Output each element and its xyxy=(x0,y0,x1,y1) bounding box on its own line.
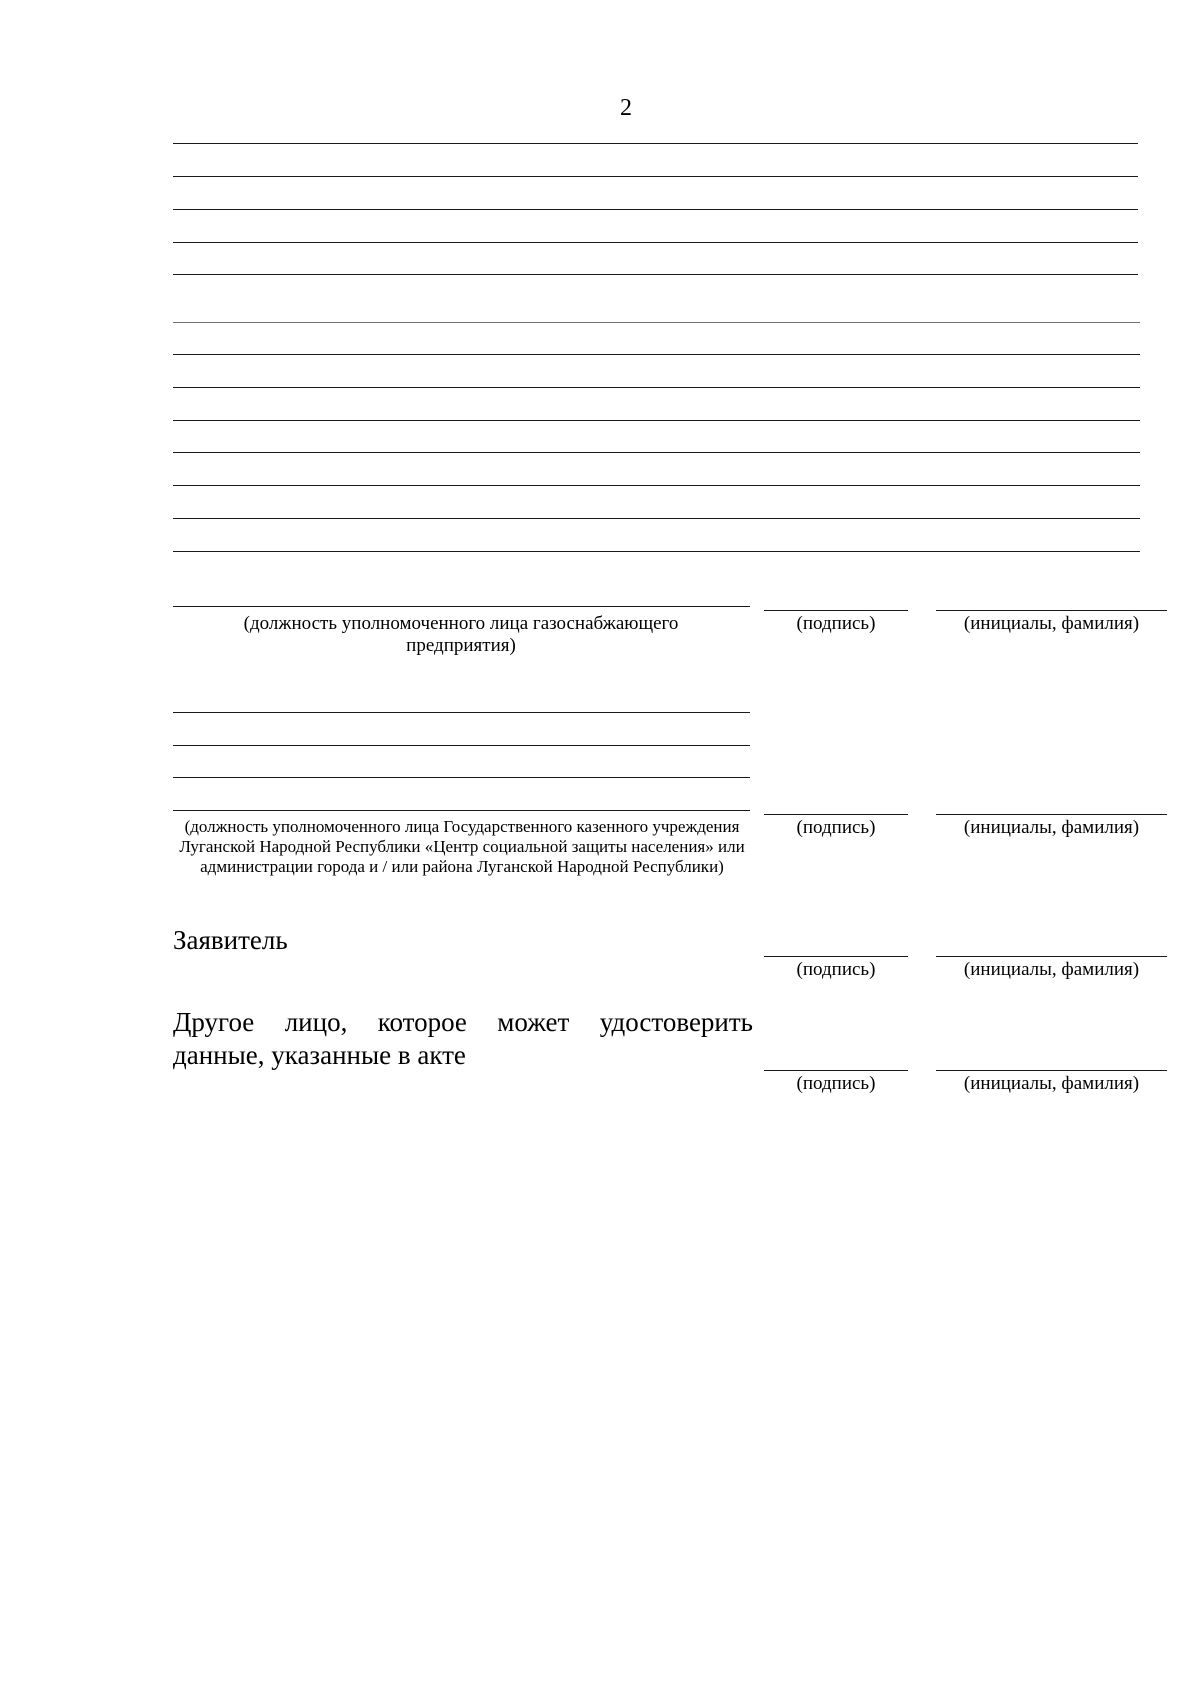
name-line[interactable] xyxy=(936,956,1167,957)
page-number: 2 xyxy=(620,95,632,121)
signature-line[interactable] xyxy=(764,956,908,957)
blank-line[interactable] xyxy=(173,420,1140,421)
name-line[interactable] xyxy=(936,1070,1167,1071)
applicant-label: Заявитель xyxy=(173,925,288,955)
name-line[interactable] xyxy=(936,814,1167,815)
other-person-label: Другое лицо, которое может удостоверить данные, указанные в акте xyxy=(173,1007,753,1070)
blank-line[interactable] xyxy=(173,551,1140,552)
blank-line[interactable] xyxy=(173,242,1138,243)
blank-line[interactable] xyxy=(173,176,1138,177)
position-line[interactable] xyxy=(173,606,750,607)
position-caption: (должность уполномоченного лица газоснабжающего предприятия) xyxy=(243,613,679,656)
name-caption: (инициалы, фамилия) xyxy=(963,613,1140,634)
blank-line[interactable] xyxy=(173,387,1140,388)
position-line[interactable] xyxy=(173,810,750,811)
blank-line[interactable] xyxy=(173,354,1140,355)
signature-line[interactable] xyxy=(764,1070,908,1071)
signature-caption: (подпись) xyxy=(796,817,876,838)
blank-line[interactable] xyxy=(173,143,1138,144)
name-line[interactable] xyxy=(936,610,1167,611)
blank-line[interactable] xyxy=(173,322,1140,323)
blank-line[interactable] xyxy=(173,518,1140,519)
position-line[interactable] xyxy=(173,777,750,778)
signature-line[interactable] xyxy=(764,814,908,815)
blank-line[interactable] xyxy=(173,452,1140,453)
name-caption: (инициалы, фамилия) xyxy=(963,959,1140,980)
signature-line[interactable] xyxy=(764,610,908,611)
blank-line[interactable] xyxy=(173,209,1138,210)
blank-line[interactable] xyxy=(173,485,1140,486)
name-caption: (инициалы, фамилия) xyxy=(963,817,1140,838)
signature-caption: (подпись) xyxy=(796,1073,876,1094)
position-line[interactable] xyxy=(173,712,750,713)
name-caption: (инициалы, фамилия) xyxy=(963,1073,1140,1094)
position-caption: (должность уполномоченного лица Государственного казенного учреждения Луганской Народной Республики «Центр социальной защиты населения» или администрации города и / или района Луганской Народной Республики) xyxy=(179,817,745,876)
signature-caption: (подпись) xyxy=(796,959,876,980)
blank-line[interactable] xyxy=(173,274,1138,275)
signature-caption: (подпись) xyxy=(796,613,876,634)
position-line[interactable] xyxy=(173,745,750,746)
